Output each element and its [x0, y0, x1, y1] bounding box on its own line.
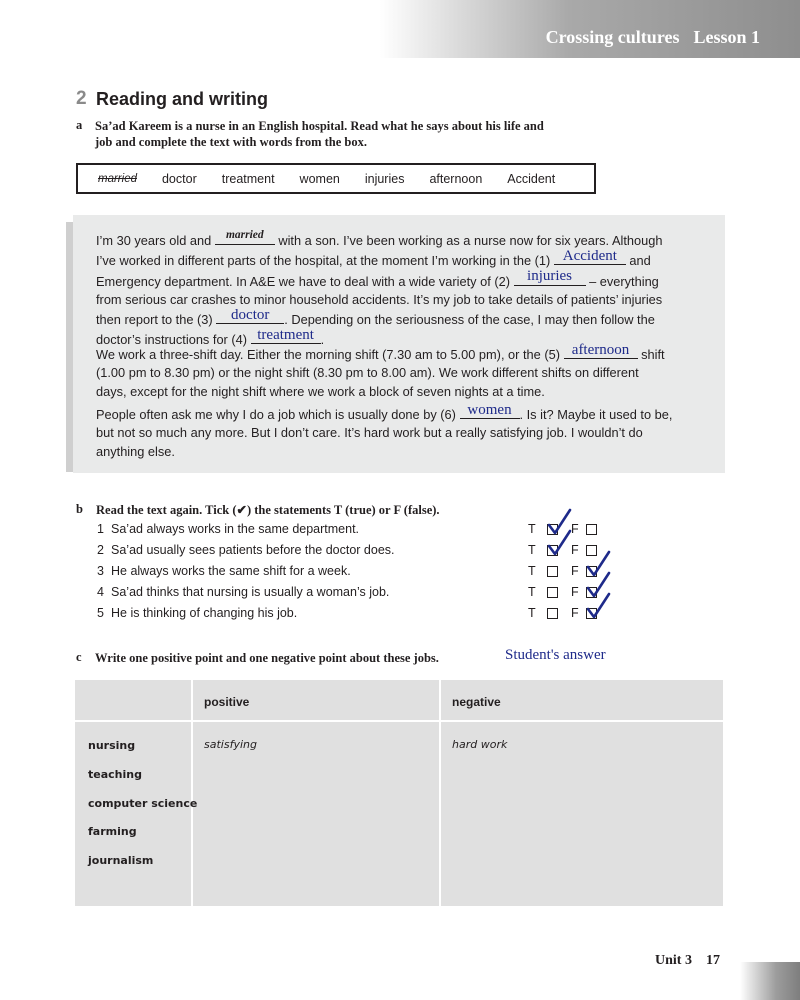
example-blank [215, 230, 275, 245]
true-checkbox[interactable] [547, 587, 558, 598]
statement-row [97, 606, 617, 624]
example-answer: married [225, 228, 264, 241]
paragraph-2 [96, 341, 708, 401]
word-box [76, 163, 596, 194]
statement-number: 1 [97, 522, 104, 536]
blank-3[interactable] [216, 306, 284, 324]
text-line: doctor’s instructions for (4) [96, 332, 251, 348]
true-label: T [528, 522, 536, 536]
paragraph-1 [96, 230, 708, 350]
chapter-title: Crossing cultures [545, 27, 680, 47]
statement-row [97, 522, 617, 540]
text-line: We work a three-shift day. Either the morning shift (7.30 am to 5.00 pm), or the (5) [96, 347, 564, 362]
text-line: (1.00 pm to 8.30 pm) or the night shift (8.30 pm to 8.00 am). We work different shifts on different [96, 365, 639, 381]
true-label: T [528, 585, 536, 599]
text-line: . [320, 332, 325, 348]
statement-text: He always works the same shift for a week. [111, 564, 351, 578]
text-line: days, except for the night shift where we work a block of seven nights at a time. [96, 383, 545, 399]
true-checkbox[interactable] [547, 608, 558, 619]
false-label: F [571, 606, 579, 620]
word-box-item: treatment [221, 171, 275, 186]
false-checkbox[interactable] [586, 524, 597, 535]
text-line: but not so much any more. But I don’t care. It’s hard work but a really satisfying job. I wouldn’t do [96, 425, 643, 441]
statement-row [97, 585, 617, 603]
header-divider [75, 720, 723, 722]
blank-1[interactable] [554, 250, 626, 265]
true-label: T [528, 564, 536, 578]
text-line: I’ve worked in different parts of the hospital, at the moment I’m working in the (1) [96, 253, 554, 269]
part-a-instruction [95, 118, 544, 150]
false-label: F [571, 522, 579, 536]
text-line: People often ask me why I do a job which is usually done by (6) [96, 407, 460, 422]
answer-4: treatment [257, 327, 314, 344]
word-box-item: married [98, 172, 137, 185]
word-box-item: afternoon [429, 171, 483, 186]
negative-cell[interactable]: hard work [452, 738, 508, 751]
answer-6: women [467, 401, 512, 418]
answer-3: doctor [231, 306, 270, 323]
false-label: F [571, 543, 579, 557]
true-label: T [528, 543, 536, 557]
answer-1: Accident [562, 248, 617, 264]
text-line: – everything [585, 273, 659, 289]
text-line: . Is it? Maybe it used to be, [519, 407, 673, 422]
true-checkbox[interactable] [547, 566, 558, 577]
checkmark-icon [546, 529, 572, 557]
part-c-letter: c [76, 650, 82, 664]
column-header-positive: positive [204, 695, 250, 709]
part-b-instruction: Read the text again. Tick (✔) the statements T (true) or F (false). [96, 503, 440, 517]
text-line: with a son. I’ve been working as a nurse now for six years. Although [274, 233, 663, 248]
text-line: from serious car crashes to minor household accidents. It’s my job to take details of patients’ injuries [96, 291, 663, 307]
text-line: then report to the (3) [96, 312, 217, 328]
false-label: F [571, 585, 579, 599]
statement-text: Sa’ad usually sees patients before the doctor does. [111, 543, 395, 557]
blank-2[interactable] [514, 268, 586, 286]
blank-4[interactable] [251, 329, 321, 344]
lesson-label: Lesson 1 [693, 27, 760, 47]
statement-text: Sa’ad thinks that nursing is usually a woman’s job. [111, 585, 390, 599]
job-label-nursing: nursing [88, 739, 136, 752]
answer-2: injuries [527, 268, 573, 285]
statement-number: 4 [97, 585, 104, 599]
statement-row [97, 564, 617, 582]
job-label-journalism: journalism [88, 854, 154, 867]
part-c-instruction: Write one positive point and one negative point about these jobs. [95, 651, 439, 665]
word-box-item: injuries [364, 171, 405, 186]
footer-band [740, 962, 800, 1000]
instruction-line: Sa’ad Kareem is a nurse in an English hospital. Read what he says about his life and [95, 119, 544, 133]
true-label: T [528, 606, 536, 620]
column-header-negative: negative [452, 695, 501, 709]
job-label-teaching: teaching [88, 768, 142, 781]
text-line: . Depending on the seriousness of the case, I may then follow the [284, 312, 655, 328]
section-title: Reading and writing [96, 89, 269, 109]
blank-6[interactable] [460, 401, 520, 419]
part-a-letter: a [76, 118, 83, 132]
positive-cell[interactable]: satisfying [204, 738, 257, 751]
header-title [546, 27, 760, 48]
column-divider [191, 680, 193, 906]
blank-5[interactable] [564, 341, 638, 359]
statement-text: He is thinking of changing his job. [111, 606, 298, 620]
page-footer [655, 953, 720, 969]
jobs-table [75, 680, 723, 906]
instruction-line: job and complete the text with words from the box. [95, 135, 367, 149]
part-b-letter: b [76, 502, 83, 516]
text-line: anything else. [96, 443, 175, 459]
text-line: Emergency department. In A&E we have to deal with a wide variety of (2) [96, 273, 514, 289]
text-line: I’m 30 years old and [96, 233, 215, 248]
checkmark-icon [585, 592, 611, 620]
statement-number: 2 [97, 543, 104, 557]
word-box-item: doctor [161, 171, 197, 186]
statement-number: 5 [97, 606, 104, 620]
text-line: shift [637, 347, 665, 362]
paragraph-3 [96, 401, 708, 461]
false-label: F [571, 564, 579, 578]
statement-text: Sa’ad always works in the same department. [111, 522, 360, 536]
student-answer-note: Student's answer [505, 647, 606, 663]
section-number: 2 [76, 88, 87, 109]
word-box-item: Accident [507, 171, 556, 186]
page-number: 17 [705, 953, 720, 968]
unit-label: Unit 3 [655, 953, 692, 968]
job-label-computer-science: computer science [88, 797, 198, 810]
column-divider [439, 680, 441, 906]
answer-5: afternoon [571, 341, 630, 358]
word-box-item: women [299, 171, 340, 186]
statement-number: 3 [97, 564, 104, 578]
statement-row [97, 543, 617, 561]
text-line: and [625, 253, 651, 269]
job-label-farming: farming [88, 825, 137, 838]
